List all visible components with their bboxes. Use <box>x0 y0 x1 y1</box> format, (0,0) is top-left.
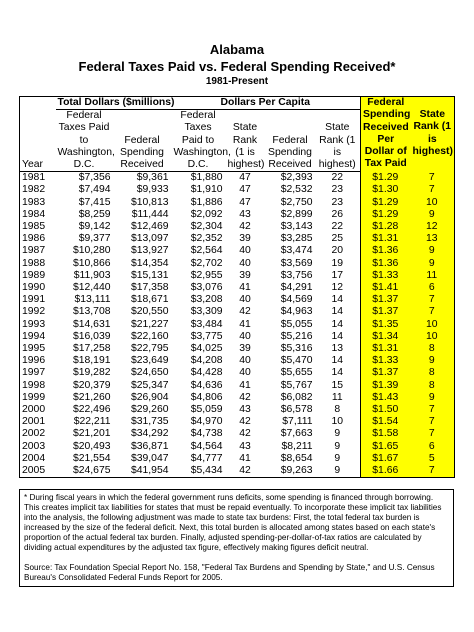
cell-ratio-rank: 9 <box>411 258 455 270</box>
source-note: Source: Tax Foundation Special Report No. 158, "Federal Tax Burdens and Spending by State," and U.S. Census Bureau's Consolidated Federal Funds Report for 2005. <box>24 563 435 582</box>
cell-spend-rank: 13 <box>331 343 344 355</box>
cell-ratio: $1.30 <box>361 184 411 196</box>
cell-spend-rank: 17 <box>331 269 344 281</box>
header-pc-spending: Federal Spending Received <box>266 110 316 172</box>
cell-spending: $22,795 <box>130 343 169 355</box>
cell-ratio: $1.66 <box>361 465 411 478</box>
cell-spending: $23,649 <box>130 355 169 367</box>
cell-pc-spending: $5,767 <box>280 379 313 391</box>
cell-year: 1985 <box>22 221 46 233</box>
cell-year: 2005 <box>22 465 46 477</box>
cell-ratio: $1.29 <box>361 172 411 185</box>
cell-ratio-rank: 12 <box>411 221 455 233</box>
notes-box <box>19 489 454 587</box>
cell-spend-rank: 8 <box>334 404 341 416</box>
cell-ratio-rank: 5 <box>411 453 455 465</box>
cell-spend-rank: 19 <box>331 257 344 269</box>
cell-year: 1994 <box>22 330 46 342</box>
table-row <box>20 306 455 318</box>
table-row <box>20 172 455 185</box>
cell-pc-spending: $5,470 <box>280 355 313 367</box>
cell-pc-taxes: $4,564 <box>190 440 223 452</box>
cell-tax-rank: 40 <box>239 355 251 367</box>
cell-year: 1981 <box>22 172 46 184</box>
cell-tax-rank: 39 <box>239 233 251 245</box>
cell-year: 1990 <box>22 282 46 294</box>
cell-spending: $10,813 <box>130 196 169 208</box>
cell-tax-rank: 40 <box>239 367 251 379</box>
cell-spending: $34,292 <box>130 428 169 440</box>
cell-pc-taxes: $4,208 <box>190 355 223 367</box>
cell-taxes-paid: $7,356 <box>78 172 111 184</box>
cell-pc-taxes: $2,564 <box>190 245 223 257</box>
cell-taxes-paid: $22,496 <box>72 404 111 416</box>
table-row <box>20 319 455 331</box>
table-row <box>20 380 455 392</box>
cell-taxes-paid: $7,494 <box>78 184 111 196</box>
cell-ratio-rank: 9 <box>411 209 455 221</box>
table-row <box>20 209 455 221</box>
table-row <box>20 428 455 440</box>
cell-ratio-rank: 10 <box>411 331 455 343</box>
cell-tax-rank: 40 <box>239 294 251 306</box>
cell-pc-spending: $6,082 <box>280 391 313 403</box>
cell-spending: $13,927 <box>130 245 169 257</box>
cell-taxes-paid: $21,554 <box>72 452 111 464</box>
table-row <box>20 221 455 233</box>
table-row <box>20 404 455 416</box>
cell-pc-taxes: $2,955 <box>190 269 223 281</box>
page-subtitle: Federal Taxes Paid vs. Federal Spending Received* <box>78 59 396 74</box>
cell-ratio-rank: 6 <box>411 282 455 294</box>
cell-ratio-rank: 9 <box>411 245 455 257</box>
cell-ratio: $1.34 <box>361 331 411 343</box>
cell-tax-rank: 43 <box>239 404 251 416</box>
cell-tax-rank: 42 <box>239 465 251 477</box>
cell-ratio-rank: 9 <box>411 392 455 404</box>
cell-spending: $14,354 <box>130 257 169 269</box>
cell-tax-rank: 47 <box>239 172 251 184</box>
cell-ratio: $1.67 <box>361 453 411 465</box>
cell-spending: $24,650 <box>130 367 169 379</box>
header-ratio-rank: State Rank (1 is highest) <box>411 97 455 172</box>
group-per-capita: Dollars Per Capita <box>172 97 361 110</box>
cell-pc-taxes: $4,806 <box>190 391 223 403</box>
cell-taxes-paid: $13,708 <box>72 306 111 318</box>
cell-spend-rank: 9 <box>334 452 341 464</box>
cell-year: 1993 <box>22 318 46 330</box>
cell-pc-taxes: $2,702 <box>190 257 223 269</box>
cell-pc-spending: $3,474 <box>280 245 313 257</box>
cell-spending: $21,227 <box>130 318 169 330</box>
cell-year: 2001 <box>22 416 46 428</box>
cell-year: 1999 <box>22 391 46 403</box>
cell-spend-rank: 14 <box>331 330 344 342</box>
cell-pc-spending: $3,285 <box>280 233 313 245</box>
cell-ratio: $1.28 <box>361 221 411 233</box>
table-row <box>20 331 455 343</box>
cell-year: 1984 <box>22 208 46 220</box>
cell-spend-rank: 10 <box>331 416 344 428</box>
cell-pc-taxes: $1,886 <box>190 196 223 208</box>
header-spending: Federal Spending Received <box>114 110 172 172</box>
header-pc-spend-rank: State Rank (1 is highest) <box>316 110 361 172</box>
cell-year: 2002 <box>22 428 46 440</box>
cell-tax-rank: 42 <box>239 416 251 428</box>
cell-spend-rank: 9 <box>334 465 341 477</box>
cell-ratio-rank: 8 <box>411 380 455 392</box>
cell-ratio: $1.31 <box>361 343 411 355</box>
cell-pc-spending: $7,111 <box>282 416 313 428</box>
cell-tax-rank: 40 <box>239 245 251 257</box>
header-ratio: Federal Spending Received Per Dollar of Tax Paid <box>361 97 411 172</box>
cell-spending: $9,361 <box>136 172 169 184</box>
table-row <box>20 465 455 478</box>
table-row <box>20 441 455 453</box>
cell-spend-rank: 9 <box>334 428 341 440</box>
cell-spend-rank: 11 <box>331 391 343 403</box>
period-label: 1981-Present <box>205 76 269 87</box>
cell-pc-spending: $8,211 <box>281 440 313 452</box>
cell-taxes-paid: $24,675 <box>72 465 111 477</box>
cell-pc-taxes: $2,304 <box>190 221 223 233</box>
cell-ratio-rank: 7 <box>411 404 455 416</box>
cell-tax-rank: 39 <box>239 269 251 281</box>
cell-spend-rank: 22 <box>331 221 344 233</box>
cell-taxes-paid: $13,111 <box>74 294 111 306</box>
cell-ratio-rank: 7 <box>411 428 455 440</box>
cell-tax-rank: 43 <box>239 440 251 452</box>
cell-tax-rank: 41 <box>239 452 251 464</box>
cell-tax-rank: 39 <box>239 343 251 355</box>
cell-taxes-paid: $21,201 <box>72 428 111 440</box>
table-row <box>20 258 455 270</box>
cell-ratio-rank: 9 <box>411 355 455 367</box>
table-row <box>20 270 455 282</box>
cell-spending: $25,347 <box>130 379 169 391</box>
cell-spending: $9,933 <box>136 184 169 196</box>
cell-year: 1986 <box>22 233 46 245</box>
cell-pc-taxes: $3,076 <box>190 282 223 294</box>
cell-pc-spending: $4,963 <box>280 306 313 318</box>
cell-pc-taxes: $4,636 <box>190 379 223 391</box>
cell-spending: $18,671 <box>130 294 169 306</box>
cell-tax-rank: 47 <box>239 184 251 196</box>
cell-spend-rank: 14 <box>331 318 344 330</box>
table-row <box>20 294 455 306</box>
cell-taxes-paid: $22,211 <box>73 416 111 428</box>
table-row <box>20 343 455 355</box>
cell-pc-taxes: $2,352 <box>190 233 223 245</box>
cell-pc-spending: $5,216 <box>280 330 313 342</box>
cell-pc-spending: $8,654 <box>280 452 313 464</box>
cell-ratio: $1.31 <box>361 233 411 245</box>
cell-ratio: $1.36 <box>361 245 411 257</box>
cell-pc-taxes: $4,777 <box>190 452 223 464</box>
cell-year: 1991 <box>22 294 46 306</box>
cell-spend-rank: 22 <box>331 172 344 184</box>
cell-tax-rank: 42 <box>239 428 251 440</box>
cell-pc-spending: $2,899 <box>280 208 313 220</box>
table-row <box>20 453 455 465</box>
cell-spending: $31,735 <box>130 416 169 428</box>
cell-spending: $12,469 <box>130 221 169 233</box>
cell-pc-spending: $5,316 <box>280 343 313 355</box>
cell-year: 1996 <box>22 355 46 367</box>
table-row <box>20 355 455 367</box>
cell-ratio: $1.37 <box>361 367 411 379</box>
cell-pc-spending: $2,532 <box>280 184 313 196</box>
table-row <box>20 416 455 428</box>
cell-ratio: $1.39 <box>361 380 411 392</box>
cell-spend-rank: 12 <box>331 282 344 294</box>
cell-taxes-paid: $18,191 <box>72 355 111 367</box>
cell-spend-rank: 14 <box>331 355 344 367</box>
cell-spend-rank: 25 <box>331 233 344 245</box>
footnote: * During fiscal years in which the federal government runs deficits, some spending is financed through borrowing. This creates implicit tax liabilities for states that must be repaid eventually. To incorporate these implicit tax liabilities into the analysis, the following adjustment was made to state tax burdens: First, the total federal tax burden is increased by the size of the federal deficit. Next, this total burden is allocated among states based on each state's proportion of the actual federal tax burden. Finally, adjusted spending-per-dollar-of-tax ratios are calculated by dividing actual expenditures by the adjusted tax figure, effectively making figures deficit neutral. <box>24 493 442 552</box>
cell-spend-rank: 23 <box>331 184 344 196</box>
cell-spending: $39,047 <box>130 452 169 464</box>
cell-tax-rank: 41 <box>239 318 251 330</box>
cell-pc-spending: $2,750 <box>280 196 313 208</box>
cell-tax-rank: 43 <box>239 208 251 220</box>
cell-pc-taxes: $3,484 <box>190 318 223 330</box>
cell-tax-rank: 42 <box>239 391 251 403</box>
cell-ratio: $1.37 <box>361 294 411 306</box>
cell-pc-taxes: $4,738 <box>190 428 223 440</box>
cell-ratio: $1.36 <box>361 258 411 270</box>
cell-ratio-rank: 7 <box>411 184 455 196</box>
cell-ratio: $1.65 <box>361 441 411 453</box>
cell-pc-spending: $3,756 <box>280 269 313 281</box>
cell-pc-taxes: $1,880 <box>190 172 223 184</box>
cell-spend-rank: 26 <box>331 208 344 220</box>
cell-spend-rank: 14 <box>331 306 344 318</box>
cell-tax-rank: 41 <box>239 282 251 294</box>
table-row <box>20 197 455 209</box>
cell-pc-taxes: $4,970 <box>190 416 223 428</box>
cell-spending: $15,131 <box>130 269 169 281</box>
cell-pc-taxes: $1,910 <box>190 184 223 196</box>
cell-pc-spending: $2,393 <box>280 172 313 184</box>
cell-ratio: $1.33 <box>361 270 411 282</box>
cell-ratio: $1.29 <box>361 197 411 209</box>
cell-pc-taxes: $3,309 <box>190 306 223 318</box>
cell-pc-taxes: $5,059 <box>190 404 223 416</box>
cell-ratio-rank: 13 <box>411 233 455 245</box>
cell-taxes-paid: $14,631 <box>72 318 111 330</box>
cell-year: 2004 <box>22 452 46 464</box>
cell-pc-spending: $5,655 <box>280 367 313 379</box>
cell-ratio: $1.41 <box>361 282 411 294</box>
cell-spend-rank: 9 <box>334 440 341 452</box>
cell-taxes-paid: $19,282 <box>72 367 111 379</box>
cell-pc-taxes: $3,208 <box>190 294 223 306</box>
cell-tax-rank: 41 <box>239 379 251 391</box>
cell-spend-rank: 23 <box>331 196 344 208</box>
cell-spending: $26,904 <box>130 391 169 403</box>
cell-taxes-paid: $16,039 <box>72 330 111 342</box>
cell-pc-spending: $7,663 <box>280 428 313 440</box>
cell-ratio-rank: 7 <box>411 172 455 185</box>
cell-spending: $29,260 <box>130 404 169 416</box>
cell-ratio: $1.43 <box>361 392 411 404</box>
page-title: Alabama <box>209 42 265 57</box>
cell-taxes-paid: $11,903 <box>73 269 111 281</box>
table-row <box>20 392 455 404</box>
cell-pc-taxes: $4,025 <box>190 343 223 355</box>
cell-year: 1992 <box>22 306 46 318</box>
cell-taxes-paid: $20,493 <box>72 440 111 452</box>
cell-taxes-paid: $9,377 <box>78 233 111 245</box>
cell-tax-rank: 42 <box>239 221 251 233</box>
cell-tax-rank: 47 <box>239 196 251 208</box>
cell-spending: $11,444 <box>131 208 169 220</box>
cell-pc-spending: $5,055 <box>280 318 313 330</box>
cell-taxes-paid: $8,259 <box>78 208 111 220</box>
cell-ratio-rank: 7 <box>411 465 455 478</box>
cell-year: 1997 <box>22 367 46 379</box>
cell-spend-rank: 15 <box>331 379 344 391</box>
cell-ratio-rank: 7 <box>411 306 455 318</box>
cell-ratio-rank: 8 <box>411 343 455 355</box>
cell-year: 1987 <box>22 245 46 257</box>
cell-spending: $20,550 <box>130 306 169 318</box>
cell-tax-rank: 42 <box>239 306 251 318</box>
cell-year: 1988 <box>22 257 46 269</box>
cell-ratio: $1.37 <box>361 306 411 318</box>
cell-year: 1983 <box>22 196 46 208</box>
cell-taxes-paid: $9,142 <box>78 221 111 233</box>
cell-ratio-rank: 10 <box>411 197 455 209</box>
table-row <box>20 184 455 196</box>
cell-spending: $17,358 <box>130 282 169 294</box>
cell-pc-taxes: $5,434 <box>190 465 223 477</box>
cell-pc-spending: $3,569 <box>280 257 313 269</box>
cell-taxes-paid: $10,866 <box>72 257 111 269</box>
cell-pc-spending: $4,569 <box>280 294 313 306</box>
table-row <box>20 282 455 294</box>
cell-pc-taxes: $3,775 <box>190 330 223 342</box>
cell-ratio: $1.50 <box>361 404 411 416</box>
cell-spend-rank: 14 <box>331 294 344 306</box>
header-taxes-paid: Federal Taxes Paid to Washington, D.C. <box>57 110 115 171</box>
cell-ratio-rank: 6 <box>411 441 455 453</box>
cell-pc-taxes: $4,428 <box>190 367 223 379</box>
cell-spending: $22,160 <box>130 330 169 342</box>
cell-taxes-paid: $20,379 <box>72 379 111 391</box>
cell-pc-spending: $3,143 <box>280 221 313 233</box>
cell-ratio: $1.35 <box>361 319 411 331</box>
cell-year: 1989 <box>22 269 46 281</box>
cell-year: 2003 <box>22 440 46 452</box>
cell-taxes-paid: $21,260 <box>72 391 111 403</box>
cell-ratio: $1.54 <box>361 416 411 428</box>
cell-taxes-paid: $17,258 <box>72 343 111 355</box>
cell-ratio: $1.58 <box>361 428 411 440</box>
cell-ratio-rank: 11 <box>411 270 455 282</box>
table-body <box>20 172 455 478</box>
header-pc-taxes: Federal Taxes Paid to Washington, D.C. <box>173 110 231 171</box>
cell-spending: $41,954 <box>130 465 169 477</box>
table-row <box>20 367 455 379</box>
cell-taxes-paid: $12,440 <box>72 282 111 294</box>
table-row <box>20 233 455 245</box>
cell-year: 1995 <box>22 343 46 355</box>
data-table <box>19 96 455 478</box>
cell-pc-spending: $6,578 <box>280 404 313 416</box>
cell-ratio-rank: 10 <box>411 319 455 331</box>
cell-year: 1998 <box>22 379 46 391</box>
cell-ratio-rank: 7 <box>411 294 455 306</box>
header-pc-tax-rank: State Rank (1 is highest) <box>226 110 266 172</box>
cell-year: 2000 <box>22 404 46 416</box>
cell-spending: $36,871 <box>130 440 169 452</box>
cell-tax-rank: 40 <box>239 257 251 269</box>
cell-spending: $13,097 <box>130 233 169 245</box>
table-row <box>20 245 455 257</box>
cell-ratio-rank: 8 <box>411 367 455 379</box>
cell-pc-spending: $4,291 <box>280 282 313 294</box>
header-year: Year <box>20 110 56 172</box>
cell-ratio: $1.33 <box>361 355 411 367</box>
cell-spend-rank: 20 <box>331 245 344 257</box>
cell-ratio: $1.29 <box>361 209 411 221</box>
title-block <box>0 42 474 88</box>
cell-pc-taxes: $2,092 <box>190 208 223 220</box>
group-header-row <box>20 97 455 110</box>
cell-pc-spending: $9,263 <box>280 465 313 477</box>
group-total-dollars: Total Dollars ($millions) <box>57 97 175 108</box>
cell-year: 1982 <box>22 184 46 196</box>
cell-taxes-paid: $7,415 <box>78 196 111 208</box>
cell-spend-rank: 14 <box>331 367 344 379</box>
cell-ratio-rank: 7 <box>411 416 455 428</box>
cell-taxes-paid: $10,280 <box>72 245 111 257</box>
cell-tax-rank: 40 <box>239 330 251 342</box>
